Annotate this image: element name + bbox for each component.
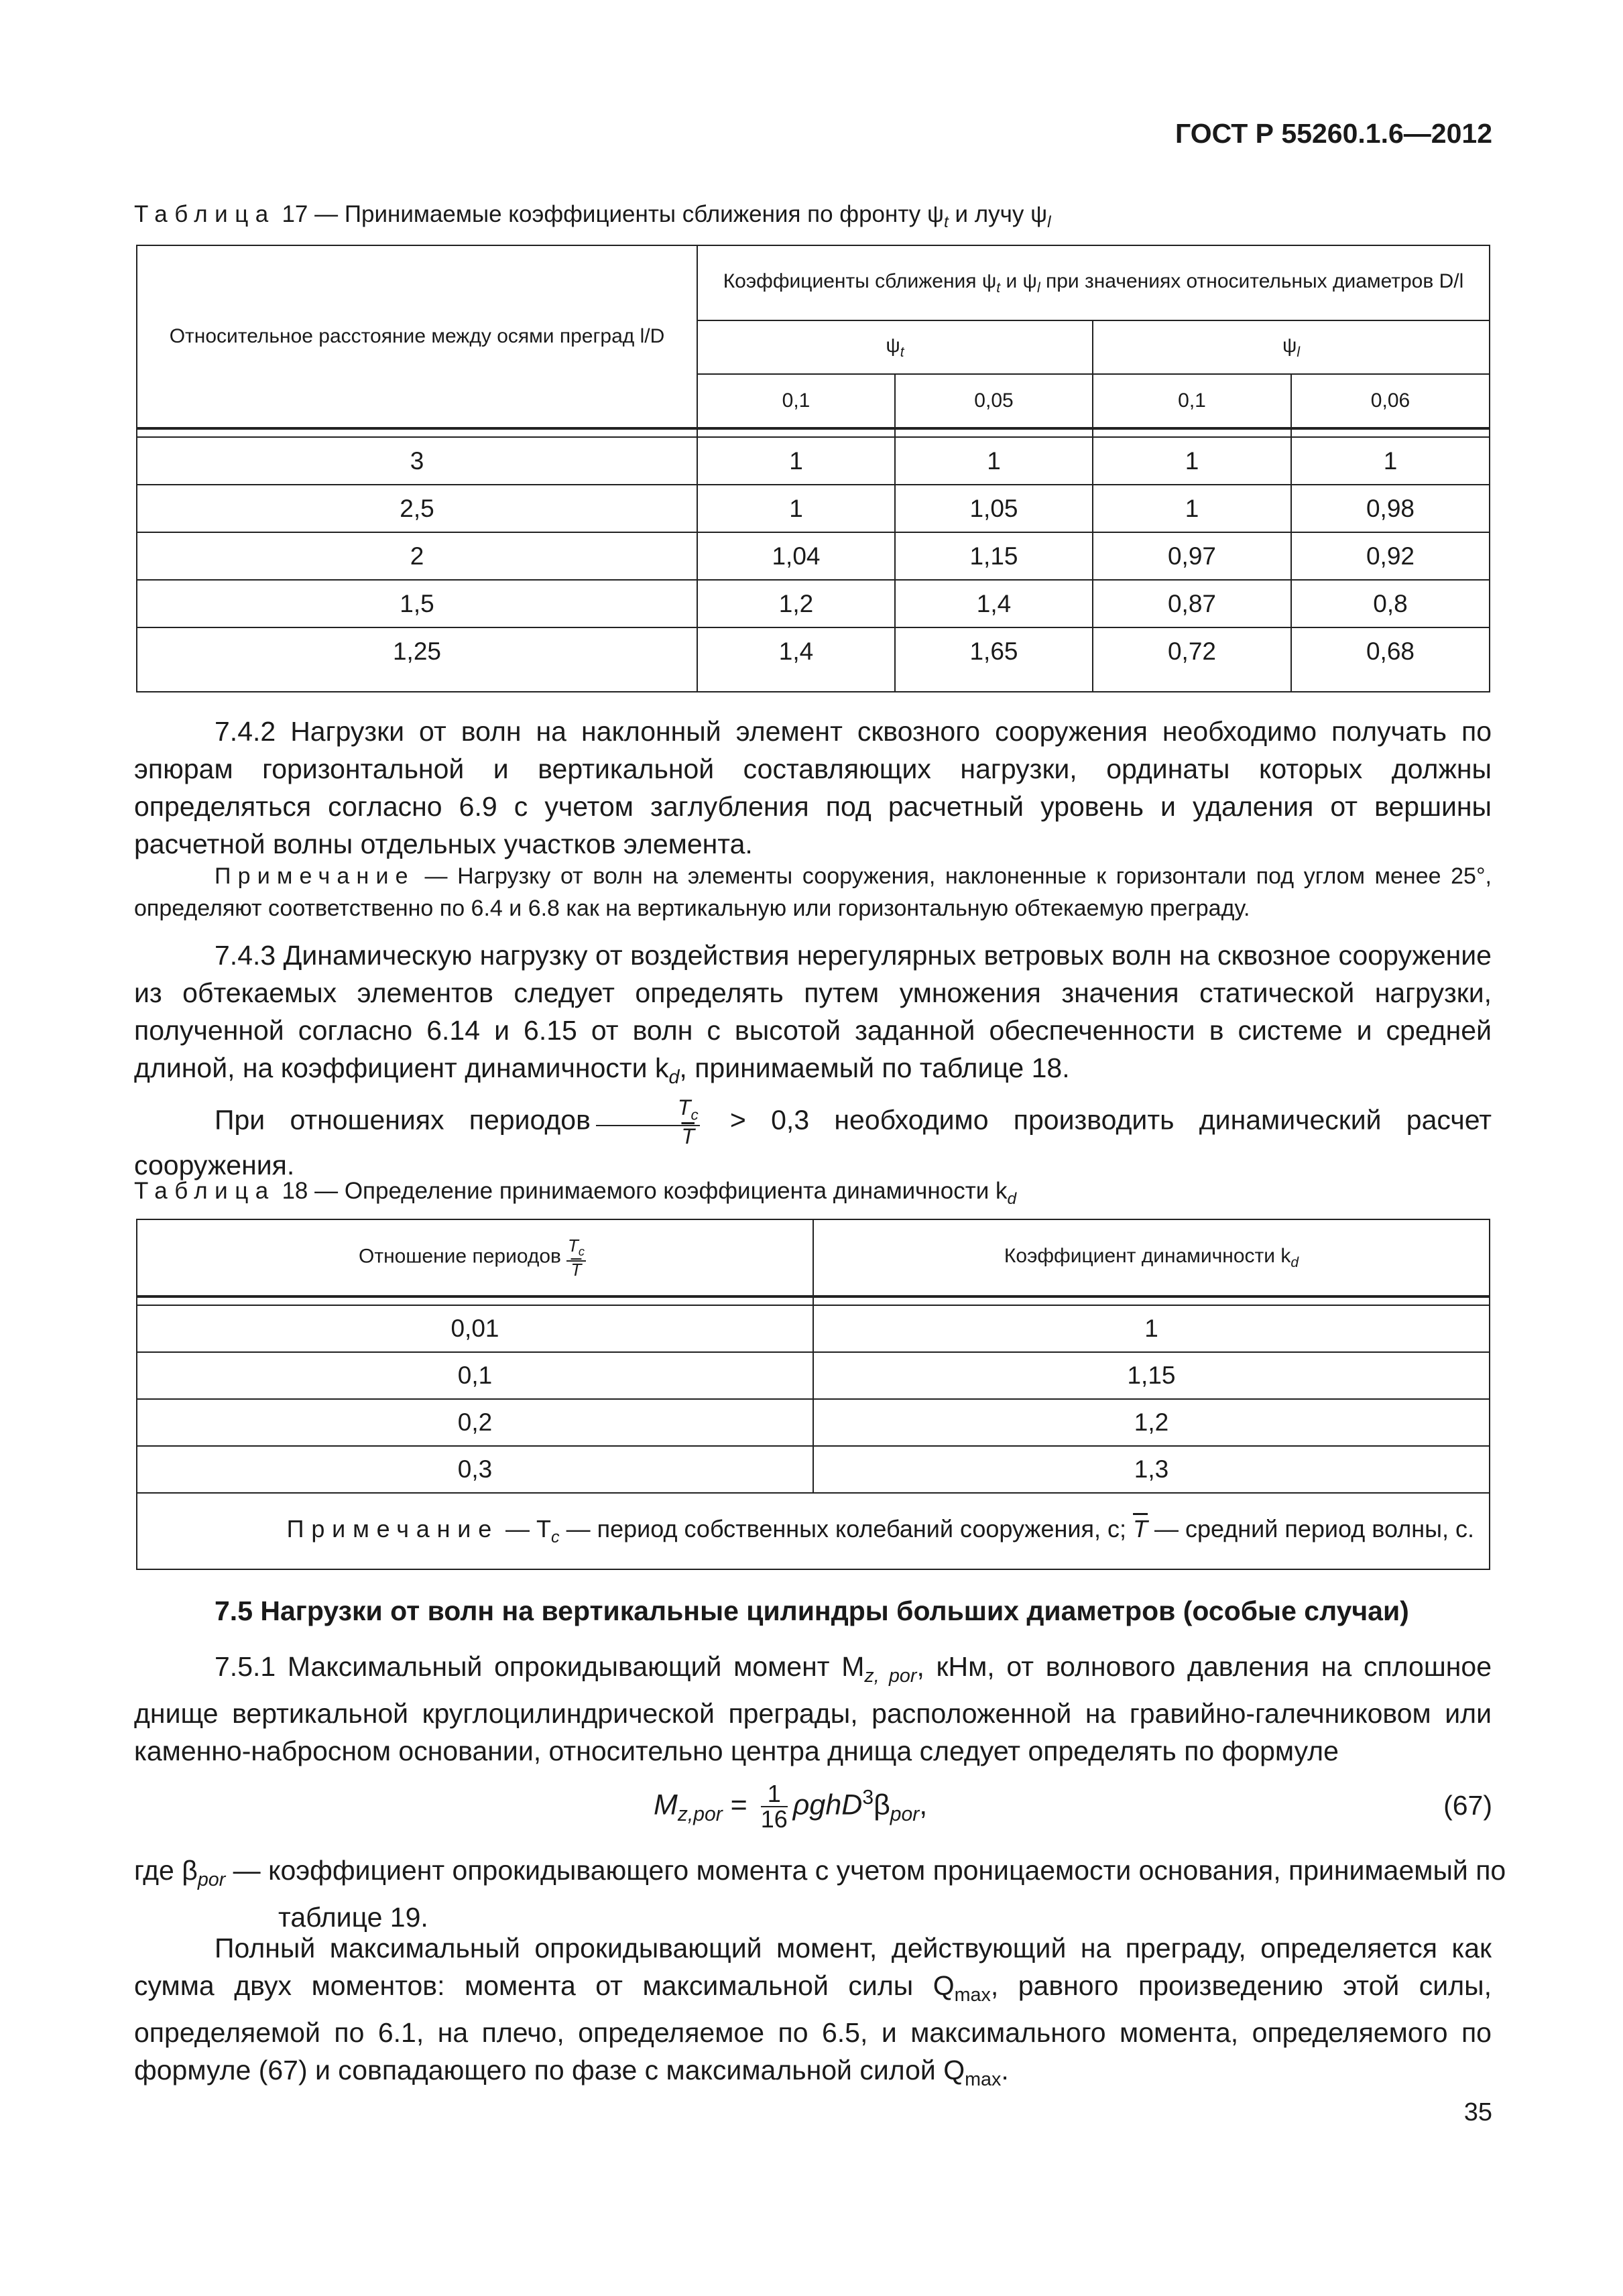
formula-number: (67) (1443, 1790, 1492, 1821)
psi-sub: l (1297, 344, 1301, 360)
table-row (137, 1352, 1490, 1399)
table18-header-coef (813, 1219, 1490, 1296)
fraction-sub: c (690, 1106, 699, 1124)
table-cell: 0,3 (137, 1446, 813, 1493)
table-cell: 0,92 (1291, 532, 1490, 580)
table-cell: 1,15 (895, 532, 1093, 580)
formula-part: , (919, 1789, 928, 1821)
page-number: 35 (1463, 2098, 1492, 2126)
header-sub: d (1290, 1254, 1299, 1270)
table-cell: 0,68 (1291, 627, 1490, 692)
fraction-denominator: T (681, 1124, 695, 1149)
table-cell: 0,2 (137, 1399, 813, 1446)
paragraph-text: Полный максимальный опрокидывающий момент, действующий на преграду, определяется как сумма двух моментов: момента от максимальной силы Q (134, 1933, 1492, 2001)
formula-fraction (761, 1782, 788, 1831)
table-cell: 1,25 (137, 627, 697, 692)
table17-psi-t-header (697, 320, 1093, 374)
formula-67 (654, 1782, 927, 1831)
table-row (137, 1305, 1490, 1352)
group-header-text: при значениях относительных диаметров D/l (1040, 269, 1464, 292)
fraction-numerator: 1 (761, 1782, 788, 1807)
paragraph-7-4-2: 7.4.2 Нагрузки от волн на наклонный элемент сквозного сооружения необходимо получать по эпюрам горизонтальной и вертикальной составляющих нагрузки, ординаты которых должны определяться согласно 6.9 с учетом заглубления под расчетный уровень и удаления от вершины расчетной волны отдельных участков элемента. (134, 716, 1492, 859)
formula-part: z,por (677, 1803, 723, 1825)
table-cell: 0,1 (137, 1352, 813, 1399)
table17-rowlabel-header: Относительное расстояние между осями преград l/D (137, 245, 697, 428)
where-text: где β (134, 1855, 198, 1886)
where-sub: por (197, 1869, 226, 1891)
period-ratio-fraction (566, 1235, 586, 1280)
table-cell: 1,4 (895, 580, 1093, 627)
paragraph-text: , принимаемый по таблице 18. (679, 1052, 1070, 1083)
note-text: — средний период волны, с. (1148, 1514, 1474, 1543)
note-text: — Нагрузку от волн на элементы сооружения, наклоненные к горизонтали под углом менее 25°, определяют соответственно по 6.4 и 6.8 как на вертикальную или горизонтальную обтекаемую преграду. (134, 863, 1492, 921)
table-cell: 1,65 (895, 627, 1093, 692)
table-cell: 1,05 (895, 485, 1093, 532)
note-text: — период собственных колебаний сооружения, с; (559, 1514, 1134, 1543)
caption-label: Таблица (134, 1178, 276, 1204)
section-7-5-heading: 7.5 Нагрузки от волн на вертикальные цилиндры больших диаметров (особые случаи) (215, 1595, 1409, 1626)
note-text: — T (499, 1514, 552, 1543)
table-cell: 1 (1291, 437, 1490, 485)
paragraph-7-5-1 (134, 1648, 1492, 1770)
fraction-sub: c (578, 1245, 585, 1259)
table-cell: 1,3 (813, 1446, 1490, 1493)
note-label: Примечание (215, 863, 415, 889)
table-row (137, 532, 1490, 580)
caption-sub: t (943, 213, 949, 231)
caption-text: 17 — Принимаемые коэффициенты сближения по фронту ψ (275, 201, 944, 227)
table-row (137, 627, 1490, 692)
paragraph-sub: max (954, 1984, 991, 2006)
paragraph-text: . (1001, 2055, 1009, 2086)
fraction-numerator: T (567, 1235, 579, 1256)
header-text: Коэффициент динамичности k (1004, 1244, 1291, 1267)
group-header-sub: t (996, 280, 1001, 296)
table-cell: 2,5 (137, 485, 697, 532)
periods-condition (134, 1097, 1492, 1184)
paragraph-text: > 0,3 необходимо производить динамический расчет сооружения. (134, 1104, 1492, 1181)
formula-part: β (874, 1789, 890, 1821)
group-header-text: и ψ (1000, 269, 1037, 292)
note-sub: c (551, 1528, 560, 1547)
paragraph-sub: z, por (864, 1665, 917, 1687)
paragraph-sub: d (668, 1067, 680, 1089)
table-cell: 0,98 (1291, 485, 1490, 532)
paragraph-text: , кНм, от волнового давления на сплошное днище вертикальной круглоцилиндрической преграды, расположенной на гравийно-галечниковом или каменно-набросном основании, относительно центра днища следует определять по формуле (134, 1651, 1492, 1767)
table-row (137, 580, 1490, 627)
table17-col-header: 0,06 (1291, 374, 1490, 428)
table-cell: 0,72 (1093, 627, 1291, 692)
table-cell: 1 (1093, 437, 1291, 485)
table-cell: 1,04 (697, 532, 895, 580)
where-clause (134, 1852, 1506, 1936)
paragraph-sub: max (965, 2069, 1002, 2091)
paragraph-text: 7.5.1 Максимальный опрокидывающий момент M (215, 1651, 865, 1682)
header-text: Отношение периодов (359, 1245, 561, 1268)
caption-text: и лучу ψ (948, 201, 1048, 227)
formula-part: 3 (862, 1787, 874, 1809)
fraction-denominator: T (570, 1259, 582, 1280)
note-tbar: $\overline{T}$ (1133, 1514, 1148, 1543)
table-row (137, 1399, 1490, 1446)
caption-sub: d (1007, 1190, 1017, 1208)
table-cell: 1,5 (137, 580, 697, 627)
where-text: — коэффициент опрокидывающего момента с учетом проницаемости основания, принимаемый по (225, 1855, 1506, 1886)
paragraph-7-4-3 (134, 936, 1492, 1096)
table-cell: 1,2 (697, 580, 895, 627)
where-text: таблице 19. (278, 1902, 428, 1933)
table-row (137, 1446, 1490, 1493)
table-cell: 0,97 (1093, 532, 1291, 580)
table-cell: 0,87 (1093, 580, 1291, 627)
paragraph-text: 7.4.3 Динамическую нагрузку от воздействия нерегулярных ветровых волн на сквозное сооружение из обтекаемых элементов следует определять путем умножения значения статической нагрузки, полученной согласно 6.14 и 6.15 от волн с высотой заданной обеспеченности в системе и средней длиной, на коэффициент динамичности k (134, 940, 1492, 1083)
fraction-numerator: T (677, 1095, 691, 1120)
table18-note (137, 1493, 1490, 1569)
group-header-text: Коэффициенты сближения ψ (723, 269, 997, 292)
table-cell: 1 (697, 485, 895, 532)
table17 (136, 245, 1490, 692)
psi-symbol: ψ (1282, 334, 1297, 357)
note-label: Примечание (286, 1514, 499, 1543)
table-cell: 3 (137, 437, 697, 485)
table-row (137, 485, 1490, 532)
formula-part: M (654, 1789, 678, 1821)
document-header: ГОСТ Р 55260.1.6—2012 (1175, 118, 1492, 149)
table-cell: 1 (895, 437, 1093, 485)
table17-col-header: 0,1 (697, 374, 895, 428)
psi-symbol: ψ (886, 334, 900, 357)
table-cell: 0,8 (1291, 580, 1490, 627)
table-cell: 1 (1093, 485, 1291, 532)
formula-part: = (722, 1789, 756, 1821)
table18-caption (134, 1178, 1016, 1209)
table-cell: 2 (137, 532, 697, 580)
table18-note-row (137, 1493, 1490, 1569)
group-header-sub: l (1036, 280, 1040, 296)
caption-label: Таблица (134, 201, 276, 227)
paragraph-text: При отношениях периодов (215, 1104, 591, 1136)
period-ratio-fraction (596, 1095, 700, 1149)
table18-header-ratio (137, 1219, 813, 1296)
caption-sub: l (1047, 213, 1051, 231)
paragraph-full-moment (134, 1929, 1492, 2098)
formula-part: por (890, 1803, 920, 1825)
psi-sub: t (900, 344, 904, 360)
table-cell: 1,4 (697, 627, 895, 692)
fraction-denominator: 16 (760, 1805, 788, 1833)
table-row (137, 437, 1490, 485)
table17-group-header (697, 245, 1490, 320)
table17-psi-l-header (1093, 320, 1490, 374)
table-cell: 1,15 (813, 1352, 1490, 1399)
formula-part: ρghD (792, 1789, 863, 1821)
caption-text: 18 — Определение принимаемого коэффициента динамичности k (275, 1178, 1008, 1204)
table17-col-header: 0,1 (1093, 374, 1291, 428)
table17-col-header: 0,05 (895, 374, 1093, 428)
table-cell: 1 (697, 437, 895, 485)
table17-caption (134, 201, 1051, 232)
note-1 (134, 860, 1492, 924)
table-cell: 0,01 (137, 1305, 813, 1352)
table18 (136, 1219, 1490, 1570)
paragraph-text: , равного произведению этой силы, определяемой по 6.1, на плечо, определяемое по 6.5, и максимального момента, определяемого по формуле (67) и совпадающего по фазе с максимальной силой Q (134, 1970, 1492, 2086)
table-cell: 1,2 (813, 1399, 1490, 1446)
table-cell: 1 (813, 1305, 1490, 1352)
